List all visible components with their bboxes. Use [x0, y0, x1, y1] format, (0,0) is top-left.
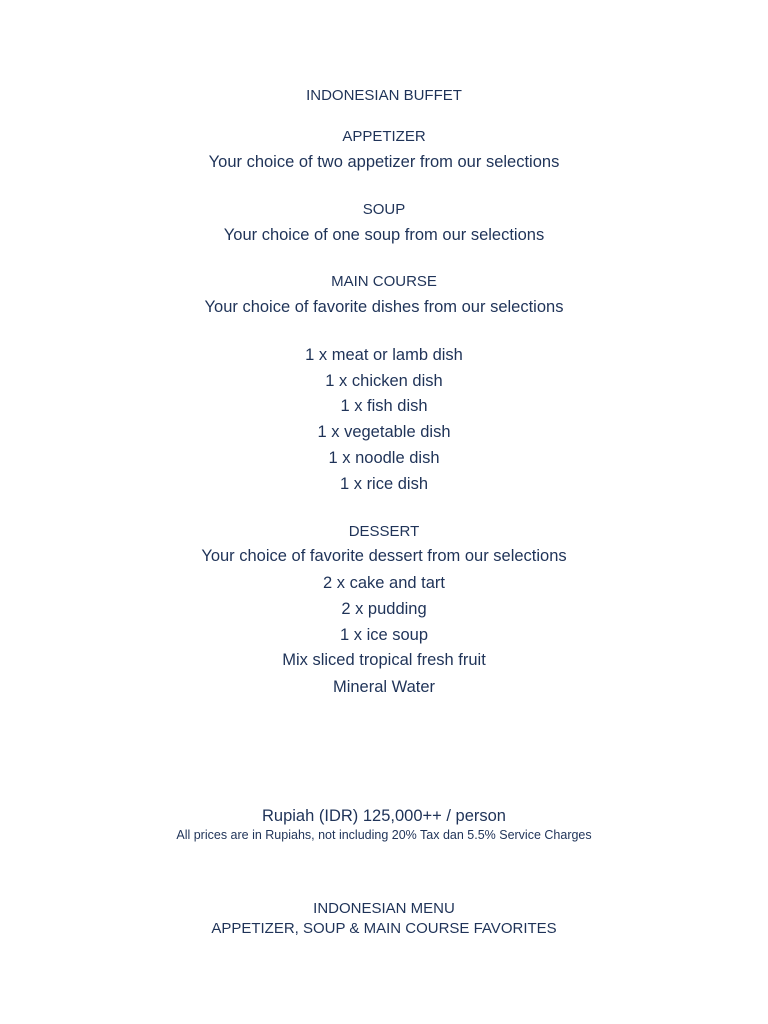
dessert-heading: DESSERT [348, 523, 420, 540]
appetizer-heading: APPETIZER [342, 128, 426, 145]
dessert-item: Mix sliced tropical fresh fruit [282, 651, 486, 669]
main-course-description: Your choice of favorite dishes from our selections [204, 298, 564, 316]
dessert-item: Mineral Water [332, 678, 436, 696]
main-course-item: 1 x fish dish [340, 397, 428, 415]
main-course-item: 1 x rice dish [339, 475, 429, 493]
main-course-item: 1 x meat or lamb dish [305, 346, 463, 364]
footer-menu-title: INDONESIAN MENU [313, 900, 455, 917]
soup-description: Your choice of one soup from our selections [223, 226, 545, 244]
main-course-item: 1 x vegetable dish [317, 423, 451, 441]
menu-title: INDONESIAN BUFFET [306, 87, 462, 104]
price-note: All prices are in Rupiahs, not including 20% Tax dan 5.5% Service Charges [176, 828, 592, 842]
price-amount: Rupiah (IDR) 125,000++ / person [262, 807, 506, 825]
soup-heading: SOUP [362, 201, 406, 218]
dessert-item: 1 x ice soup [339, 626, 429, 644]
dessert-description: Your choice of favorite dessert from our selections [201, 547, 567, 565]
dessert-item: 2 x pudding [341, 600, 427, 618]
main-course-heading: MAIN COURSE [331, 273, 437, 290]
appetizer-description: Your choice of two appetizer from our selections [208, 153, 560, 171]
main-course-item: 1 x chicken dish [325, 372, 443, 390]
footer-menu-subtitle: APPETIZER, SOUP & MAIN COURSE FAVORITES [211, 920, 557, 937]
main-course-item: 1 x noodle dish [328, 449, 440, 467]
dessert-item: 2 x cake and tart [323, 574, 445, 592]
